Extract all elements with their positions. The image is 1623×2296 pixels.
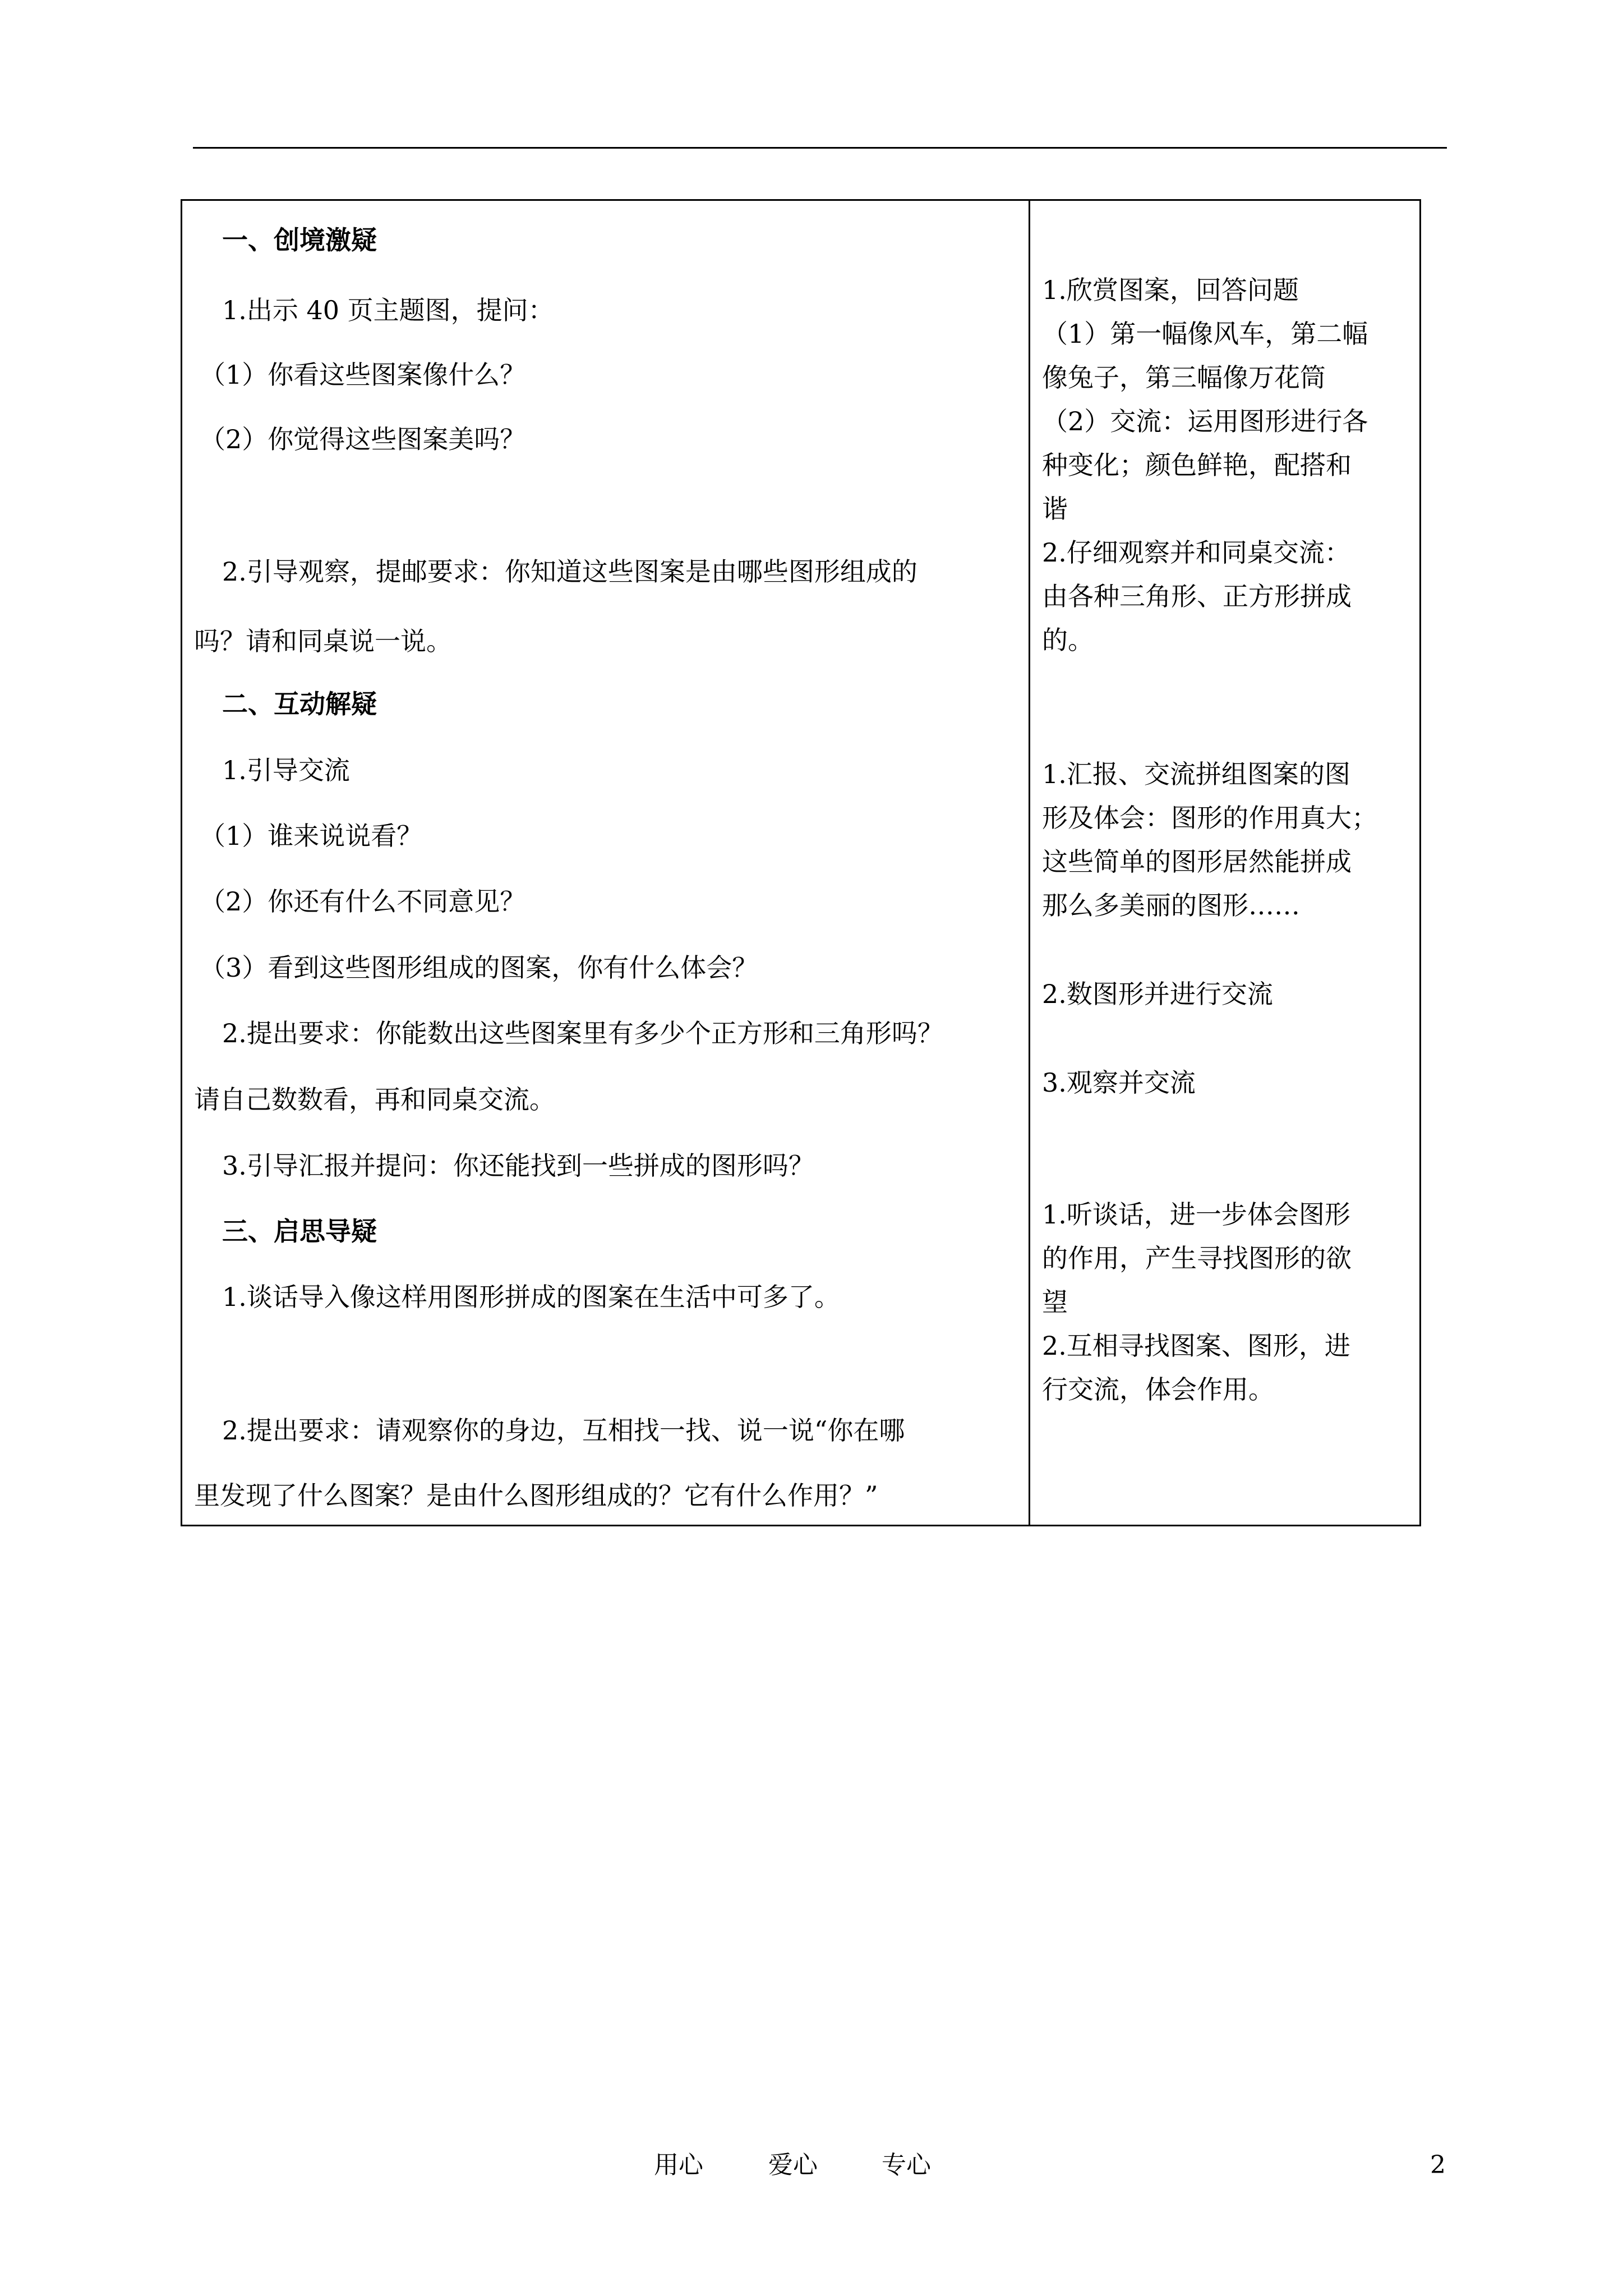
column-divider (1029, 199, 1030, 1526)
right-text-line: （1）第一幅像风车，第二幅 (1042, 319, 1368, 349)
left-text-line: 里发现了什么图案？是由什么图形组成的？它有什么作用？” (194, 1480, 878, 1511)
header-rule (193, 147, 1447, 149)
right-text-line: 形及体会：图形的作用真大； (1042, 803, 1377, 833)
right-text-line: 3.观察并交流 (1042, 1068, 1196, 1098)
right-text-line: 这些简单的图形居然能拼成 (1042, 846, 1352, 877)
right-text-line: 2.数图形并进行交流 (1042, 979, 1273, 1009)
right-text-line: （2）交流：运用图形进行各 (1042, 406, 1368, 436)
right-text-line: 行交流，体会作用。 (1042, 1374, 1274, 1405)
left-text-line: 1.谈话导入像这样用图形拼成的图案在生活中可多了。 (222, 1282, 840, 1312)
left-text-line: 2.提出要求：你能数出这些图案里有多少个正方形和三角形吗？ (222, 1018, 943, 1048)
left-text-line: （1）谁来说说看？ (200, 821, 423, 851)
left-text-line: 2.引导观察，提邮要求：你知道这些图案是由哪些图形组成的 (222, 556, 917, 587)
right-text-line: 的作用，产生寻找图形的欲 (1042, 1243, 1352, 1273)
right-text-line: 2.仔细观察并和同桌交流： (1042, 537, 1350, 568)
left-text-line: （3）看到这些图形组成的图案，你有什么体会？ (200, 953, 758, 983)
footer-motto-1: 用心 (654, 2151, 703, 2179)
right-text-line: 由各种三角形、正方形拼成 (1042, 581, 1352, 611)
right-text-line: 像兔子，第三幅像万花筒 (1042, 362, 1326, 393)
right-text-line: 的。 (1042, 625, 1094, 655)
left-text-line: （2）你还有什么不同意见？ (200, 886, 526, 917)
right-text-line: 谐 (1042, 494, 1068, 524)
right-text-line: 那么多美丽的图形…… (1042, 890, 1300, 921)
right-text-line: 种变化；颜色鲜艳，配搭和 (1042, 450, 1352, 480)
right-text-line: 2.互相寻找图案、图形，进 (1042, 1331, 1350, 1361)
footer-motto-2: 爱心 (768, 2151, 818, 2179)
left-text-line: 1.出示 40 页主题图，提问： (222, 295, 554, 325)
right-text-line: 1.欣赏图案，回答问题 (1042, 275, 1299, 305)
left-text-line: 2.提出要求：请观察你的身边，互相找一找、说一说“你在哪 (222, 1415, 905, 1446)
section-title-3: 三、启思导疑 (222, 1216, 377, 1246)
left-text-line: 吗？请和同桌说一说。 (194, 626, 452, 656)
left-text-line: 请自己数数看，再和同桌交流。 (194, 1084, 555, 1115)
section-title-1: 一、创境激疑 (222, 225, 377, 255)
left-text-line: 3.引导汇报并提问：你还能找到一些拼成的图形吗？ (222, 1151, 814, 1181)
right-text-line: 望 (1042, 1287, 1068, 1317)
right-text-line: 1.汇报、交流拼组图案的图 (1042, 759, 1350, 789)
section-title-2: 二、互动解疑 (222, 689, 377, 719)
page-number: 2 (1430, 2151, 1446, 2179)
footer-motto-3: 专心 (882, 2151, 931, 2179)
left-text-line: 1.引导交流 (222, 755, 350, 785)
right-text-line: 1.听谈话，进一步体会图形 (1042, 1199, 1350, 1230)
left-text-line: （1）你看这些图案像什么？ (200, 360, 526, 390)
left-text-line: （2）你觉得这些图案美吗？ (200, 424, 526, 454)
